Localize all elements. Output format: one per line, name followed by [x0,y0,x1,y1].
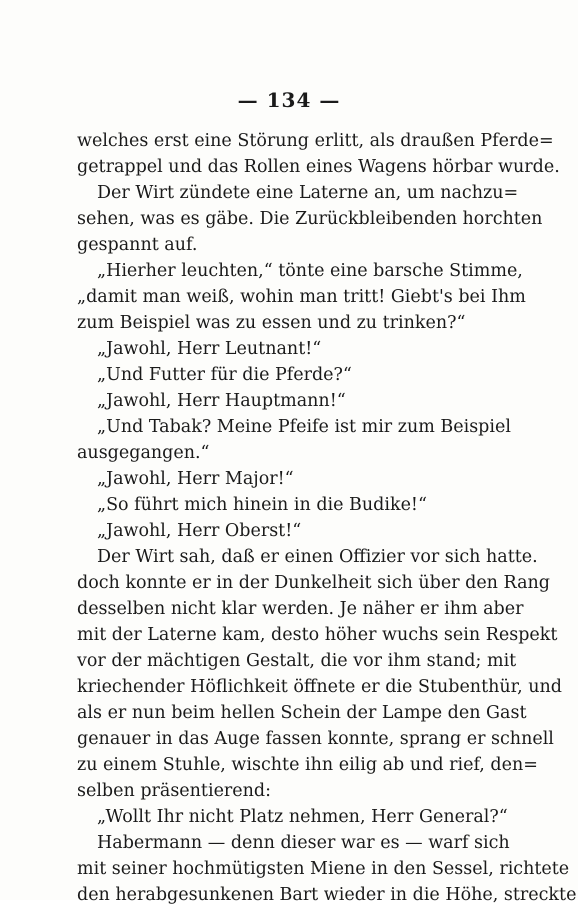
text-line: „So führt mich hinein in die Budike!“ [97,495,427,515]
text-line: gespannt auf. [77,235,198,255]
text-line: mit der Laterne kam, desto höher wuchs sein Respekt [77,625,558,645]
text-line: Der Wirt zündete eine Laterne an, um nachzu= [97,183,519,203]
text-line: „damit man weiß, wohin man tritt! Giebt's bei Ihm [77,287,526,307]
text-line: selben präsentierend: [77,781,272,801]
text-line: „Hierher leuchten,“ tönte eine barsche Stimme, [97,261,523,281]
text-line: kriechender Höflichkeit öffnete er die Stubenthür, und [77,677,562,697]
text-line: „Wollt Ihr nicht Platz nehmen, Herr General?“ [97,807,508,827]
text-line: den herabgesunkenen Bart wieder in die Höhe, streckte [77,885,577,905]
text-line: „Und Tabak? Meine Pfeife ist mir zum Beispiel [97,417,511,437]
text-line: „Jawohl, Herr Oberst!“ [97,521,302,541]
text-line: Der Wirt sah, daß er einen Offizier vor sich hatte. [97,547,538,567]
text-line: Habermann — denn dieser war es — warf sich [97,833,510,853]
text-line: „Jawohl, Herr Major!“ [97,469,294,489]
text-line: welches erst eine Störung erlitt, als draußen Pferde= [77,131,554,151]
text-line: mit seiner hochmütigsten Miene in den Sessel, richtete [77,859,570,879]
page-number: — 134 — [237,88,341,112]
text-line: zum Beispiel was zu essen und zu trinken?“ [77,313,466,333]
text-line: „Jawohl, Herr Hauptmann!“ [97,391,346,411]
text-line: „Jawohl, Herr Leutnant!“ [97,339,322,359]
text-line: desselben nicht klar werden. Je näher er ihm aber [77,599,524,619]
text-line: vor der mächtigen Gestalt, die vor ihm stand; mit [77,651,517,671]
text-line: sehen, was es gäbe. Die Zurückbleibenden horchten [77,209,543,229]
text-line: ausgegangen.“ [77,443,210,463]
body-text [77,128,577,908]
text-line: doch konnte er in der Dunkelheit sich über den Rang [77,573,551,593]
text-line: zu einem Stuhle, wischte ihn eilig ab und rief, den= [77,755,538,775]
text-line: getrappel und das Rollen eines Wagens hörbar wurde. [77,157,560,177]
text-line: genauer in das Auge fassen konnte, sprang er schnell [77,729,554,749]
text-line: als er nun beim hellen Schein der Lampe den Gast [77,703,527,723]
text-line: „Und Futter für die Pferde?“ [97,365,352,385]
